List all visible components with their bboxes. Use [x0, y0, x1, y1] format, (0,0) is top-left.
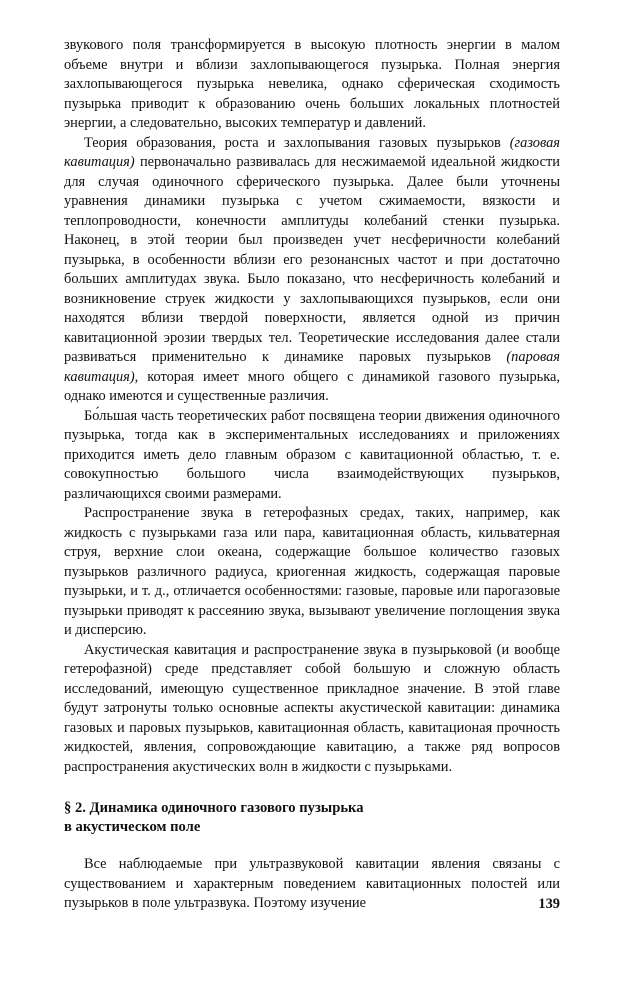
paragraph-1: звукового поля трансформируется в высокую плотность энергии в малом объеме внутри и вблизи захлопывающегося пузырька. Полная энергия захлопывающегося пузырька невелика, однако сферическая сходимость пузырька приводит к образованию очень больших локальных плотностей энергии, а следовательно, высоких температур и давлений. — [64, 37, 560, 131]
paragraph-2-part-2: первоначально развивалась для несжимаемой идеальной жидкости для случая одиночного сферического пузырька. Далее были уточнены уравнения динамики пузырька с учетом сжимаемости, вязкости и теплопроводности, конечности амплитуды колебаний стенки пузырька. Наконец, в этой теории был произведен учет несферичности колебаний пузырька, в особенности вблизи его резонансных частот и при достаточно больших амплитудах звука. Было показано, что несферичность колебаний и возникновение струек жидкости у захлопывающихся пузырьков, если они находятся вблизи твердой поверхности, является одной из причин кавитационной эрозии твердых тел. Теоретические исследования далее стали развиваться применительно к динамике паровых пузырьков — [64, 154, 560, 365]
paragraph-2 — [64, 134, 560, 407]
section-heading — [64, 799, 560, 837]
paragraph-2-part-3: , которая имеет много общего с динамикой газового пузырька, однако имеются и существенные различия. — [64, 368, 560, 404]
page-number: 139 — [538, 896, 560, 912]
paragraph-3: Бо́льшая часть теоретических работ посвящена теории движения одиночного пузырька, тогда как в экспериментальных исследованиях и приложениях приходится иметь дело главным образом с кавитационной областью, т. е. совокупностью большого числа взаимодействующих пузырьков, различающихся своими размерами. — [64, 407, 560, 502]
paragraph-final: Все наблюдаемые при ультразвуковой кавитации явления связаны с существованием и характерным поведением кавитационных полостей или пузырьков в поле ультразвука. Поэтому изучение — [64, 856, 560, 911]
paragraph-2-emphasis-gas-cavitation: (газовая кавитация) — [64, 134, 560, 170]
section-heading-line-2: в акустическом поле — [64, 819, 201, 835]
paragraph-2-emphasis-vapor-cavitation: (паровая кавитация) — [64, 349, 560, 385]
paragraph-5: Акустическая кавитация и распространение звука в пузырьковой (и вообще гетерофазной) среде представляет собой большую и сложную область исследований, имеющую существенное прикладное значение. В этой главе будут затронуты только основные аспекты акустической кавитации: динамика газовых и паровых пузырьков, кавитационная область, кавитационая прочность жидкостей, явления, сопровождающие кавитацию, а также ряд вопросов распространения акустических волн в жидкости с пузырьками. — [64, 641, 560, 775]
paragraph-2-part-1: Теория образования, роста и захлопывания газовых пузырьков — [84, 134, 510, 151]
section-heading-line-1: § 2. Динамика одиночного газового пузырька — [64, 800, 364, 816]
page-body — [64, 36, 560, 914]
paragraph-4: Распространение звука в гетерофазных средах, таких, например, как жидкость с пузырьками газа или пара, кавитационная область, кильватерная струя, верхние слои океана, содержащие большое количество газовых пузырьков различного радиуса, криогенная жидкость, содержащая паровые пузырьки, и т. д., отличается особенностями: газовые, паровые или парогазовые пузырьки приводят к рассеянию звука, вызывают увеличение поглощения звука и дисперсию. — [64, 505, 560, 638]
